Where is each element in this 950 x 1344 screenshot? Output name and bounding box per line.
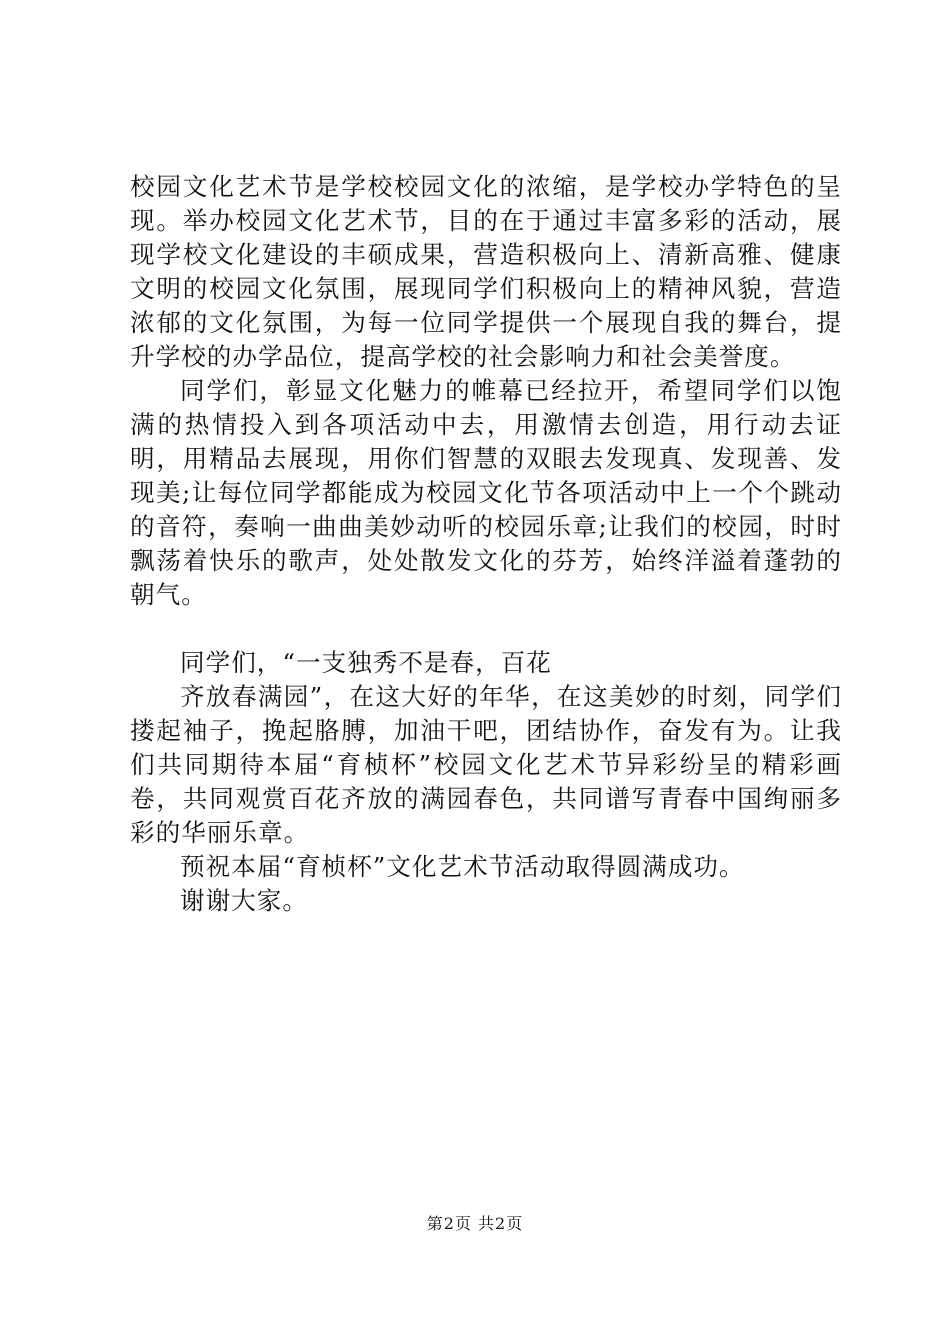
paragraph-call-to-students: 同学们，彰显文化魅力的帷幕已经拉开，希望同学们以饱满的热情投入到各项活动中去，用激情去创造，用行动去证明，用精品去展现，用你们智慧的双眼去发现真、发现善、发现美;让每位同学都能成为校园文化节各项活动中上一个个跳动的音符，奏响一曲曲美妙动听的校园乐章;让我们的校园，时时飘荡着快乐的歌声，处处散发文化的芬芳，始终洋溢着蓬勃的朝气。 xyxy=(130,376,842,609)
page-number-footer: 第2页 共2页 xyxy=(426,1214,524,1233)
paragraph-spacer xyxy=(130,612,842,646)
paragraph-festival-intro: 校园文化艺术节是学校校园文化的浓缩，是学校办学特色的呈现。举办校园文化艺术节，目的在于通过丰富多彩的活动，展现学校文化建设的丰硕成果，营造积极向上、清新高雅、健康文明的校园文化氛围，展现同学们积极向上的精神风貌，营造浓郁的文化氛围，为每一位同学提供一个展现自我的舞台，提升学校的办学品位，提高学校的社会影响力和社会美誉度。 xyxy=(130,172,842,371)
paragraph-quote-continuation: 齐放春满园”，在这大好的年华，在这美妙的时刻，同学们搂起袖子，挽起胳膊，加油干吧，团结协作，奋发有为。让我们共同期待本届“育桢杯”校园文化艺术节异彩纷呈的精彩画卷，共同观赏百花齐放的满园春色，共同谱写青春中国绚丽多彩的华丽乐章。 xyxy=(130,682,842,847)
document-body xyxy=(130,170,842,918)
paragraph-wishes: 预祝本届“育桢杯”文化艺术节活动取得圆满成功。 xyxy=(180,852,745,881)
paragraph-thanks: 谢谢大家。 xyxy=(180,886,308,915)
paragraph-quote-opening: 同学们，“一支独秀不是春，百花 xyxy=(180,648,552,677)
